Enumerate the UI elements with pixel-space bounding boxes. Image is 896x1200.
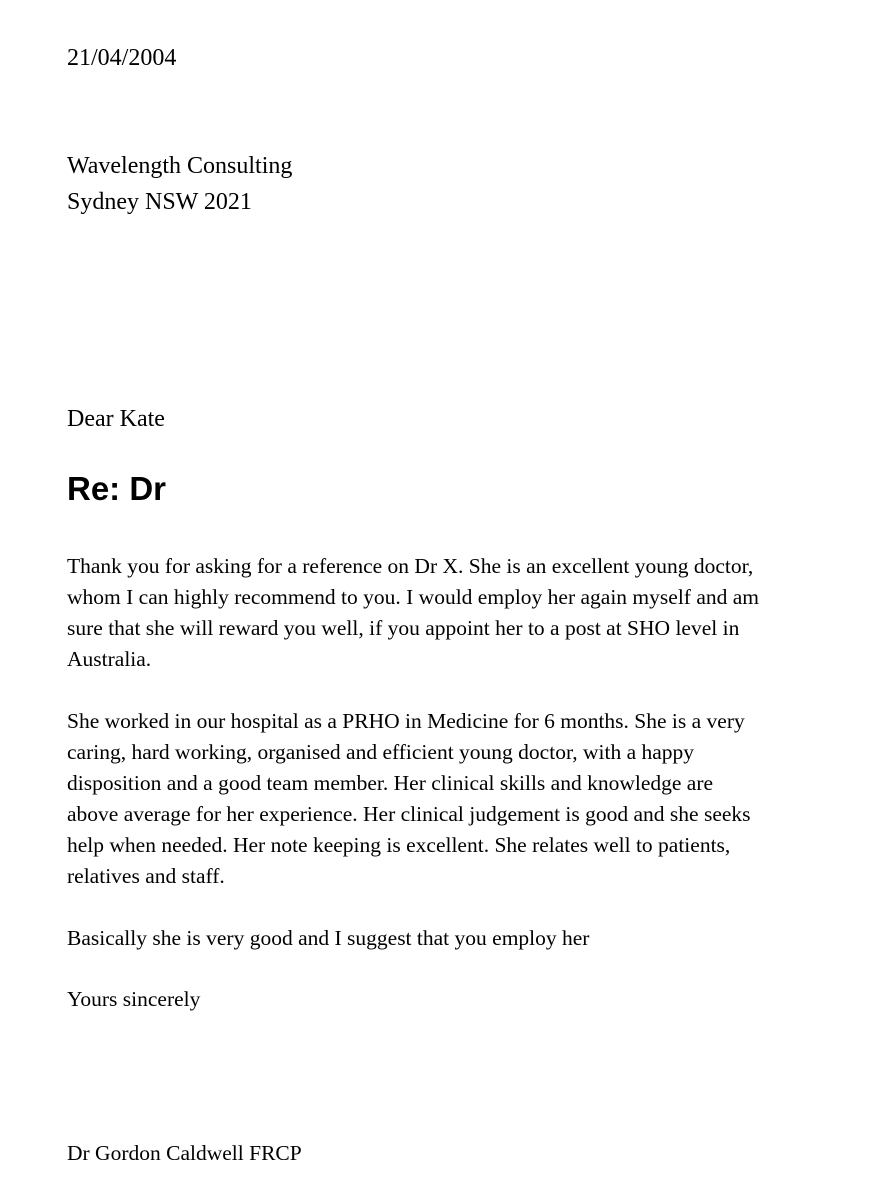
closing: Yours sincerely	[67, 987, 201, 1011]
paragraph-line: help when needed. Her note keeping is excellent. She relates well to patients,	[67, 833, 731, 857]
body-paragraph-2	[67, 706, 847, 892]
signer-name: Dr Gordon Caldwell FRCP	[67, 1141, 302, 1165]
salutation: Dear Kate	[67, 406, 165, 432]
recipient-organisation: Wavelength Consulting	[67, 153, 293, 179]
paragraph-line: Thank you for asking for a reference on Dr X. She is an excellent young doctor,	[67, 554, 754, 578]
letter-date: 21/04/2004	[67, 45, 177, 71]
body-paragraph-1	[67, 551, 847, 675]
paragraph-line: Basically she is very good and I suggest that you employ her	[67, 926, 590, 950]
paragraph-line: whom I can highly recommend to you. I would employ her again myself and am	[67, 585, 760, 609]
paragraph-line: She worked in our hospital as a PRHO in Medicine for 6 months. She is a very	[67, 709, 745, 733]
body-paragraph-3	[67, 923, 847, 954]
recipient-city-line: Sydney NSW 2021	[67, 189, 252, 215]
paragraph-line: disposition and a good team member. Her clinical skills and knowledge are	[67, 771, 714, 795]
paragraph-line: Australia.	[67, 647, 152, 671]
paragraph-line: caring, hard working, organised and efficient young doctor, with a happy	[67, 740, 695, 764]
paragraph-line: above average for her experience. Her clinical judgement is good and she seeks	[67, 802, 751, 826]
subject-heading: Re: Dr	[67, 470, 167, 507]
paragraph-line: sure that she will reward you well, if you appoint her to a post at SHO level in	[67, 616, 740, 640]
paragraph-line: relatives and staff.	[67, 864, 225, 888]
